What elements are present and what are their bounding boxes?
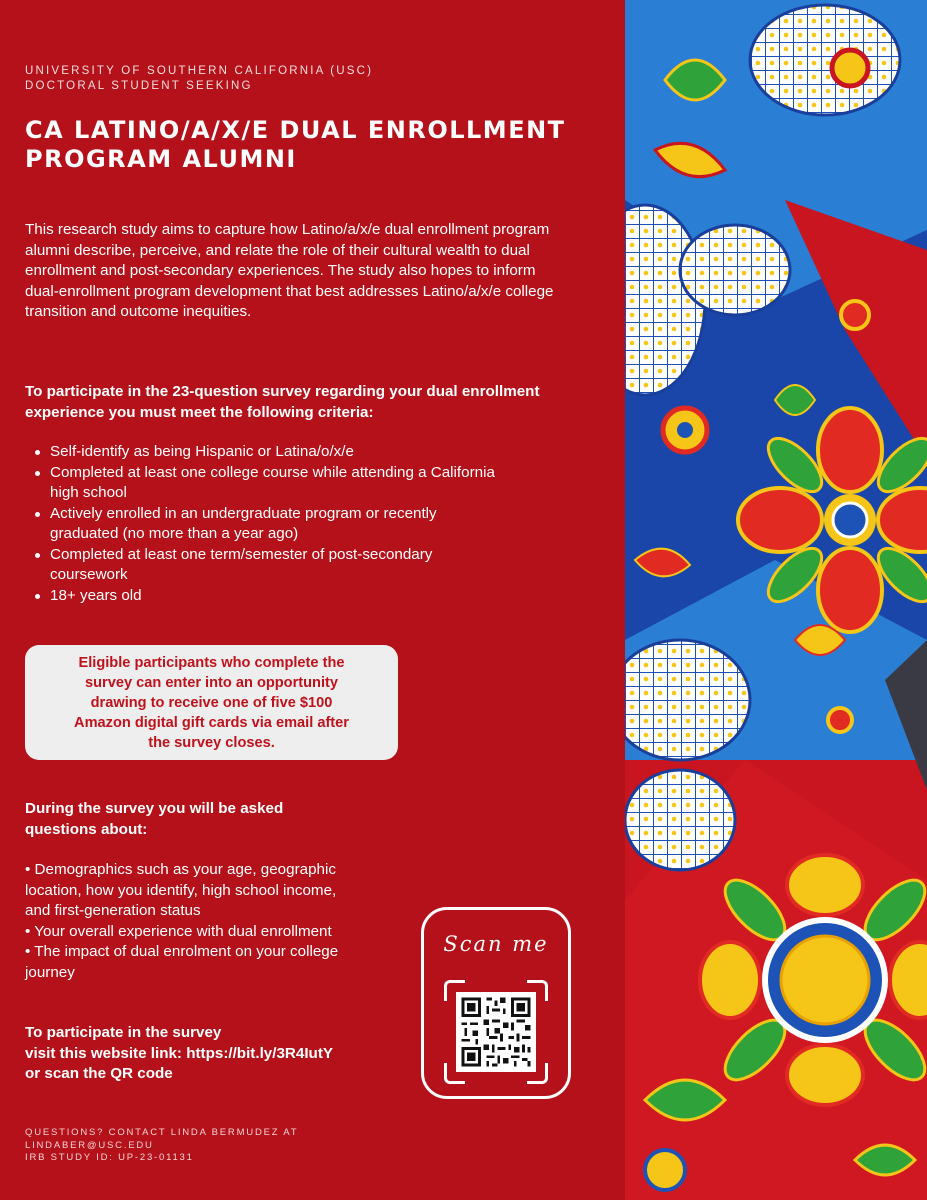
irb-study-id: IRB STUDY ID: UP-23-01131 (25, 1152, 194, 1163)
page-title: CA LATINO/A/X/E DUAL ENROLLMENT PROGRAM ALUMNI (25, 116, 566, 173)
decorative-pattern-image (625, 0, 927, 1200)
eyebrow (25, 64, 373, 94)
criteria-item: 18+ years old (25, 586, 505, 607)
qr-frame (444, 980, 548, 1084)
criteria-heading: To participate in the 23-question survey regarding your dual enrollment experience you must meet the following criteria: (25, 383, 540, 421)
contact-email[interactable]: LINDABER@USC.EDU (25, 1139, 154, 1151)
survey-topics-list (25, 860, 365, 983)
contact-footer (25, 1127, 298, 1165)
participate-line: or scan the QR code (25, 1065, 173, 1082)
seeking-line: DOCTORAL STUDENT SEEKING (25, 80, 253, 92)
survey-topics-heading: During the survey you will be asked questions about: (25, 800, 284, 838)
criteria-item: Completed at least one college course while attending a California high school (25, 463, 505, 504)
talavera-tile-pattern (625, 0, 927, 1200)
participate-line: To participate in the survey (25, 1024, 222, 1041)
university-name: UNIVERSITY OF SOUTHERN CALIFORNIA (USC) (25, 65, 374, 77)
study-description: This research study aims to capture how Latino/a/x/e dual enrollment program alumni describe, perceive, and relate the role of their cultural wealth to dual enrollment and post-secondary experiences. The study also hopes to inform dual-enrollment program development that best addresses Latino/a/x/e college transition and outcome inequities. (25, 221, 554, 320)
contact-line: QUESTIONS? CONTACT LINDA BERMUDEZ AT (25, 1127, 299, 1138)
survey-topic-item: • Your overall experience with dual enrollment (25, 922, 332, 940)
criteria-item: Actively enrolled in an undergraduate program or recently graduated (no more than a year ago) (25, 504, 505, 545)
survey-link[interactable]: visit this website link: https://bit.ly/3R4IutY (25, 1044, 334, 1062)
scan-me-card[interactable] (421, 907, 571, 1099)
scan-me-label: Scan me (443, 932, 549, 956)
criteria-list (25, 442, 505, 606)
prize-callout: Eligible participants who complete the survey can enter into an opportunity drawing to receive one of five $100 Amazon digital gift cards via email after the survey closes. (25, 645, 398, 760)
survey-topic-item: • The impact of dual enrolment on your college journey (25, 943, 339, 981)
criteria-item: Completed at least one term/semester of post-secondary coursework (25, 545, 505, 586)
participate-instructions (25, 1023, 425, 1085)
criteria-item: Self-identify as being Hispanic or Latina/o/x/e (25, 442, 505, 463)
qr-code-icon[interactable] (456, 992, 536, 1072)
survey-topic-item: • Demographics such as your age, geographic location, how you identify, high school income, and first-generation status (25, 861, 337, 919)
